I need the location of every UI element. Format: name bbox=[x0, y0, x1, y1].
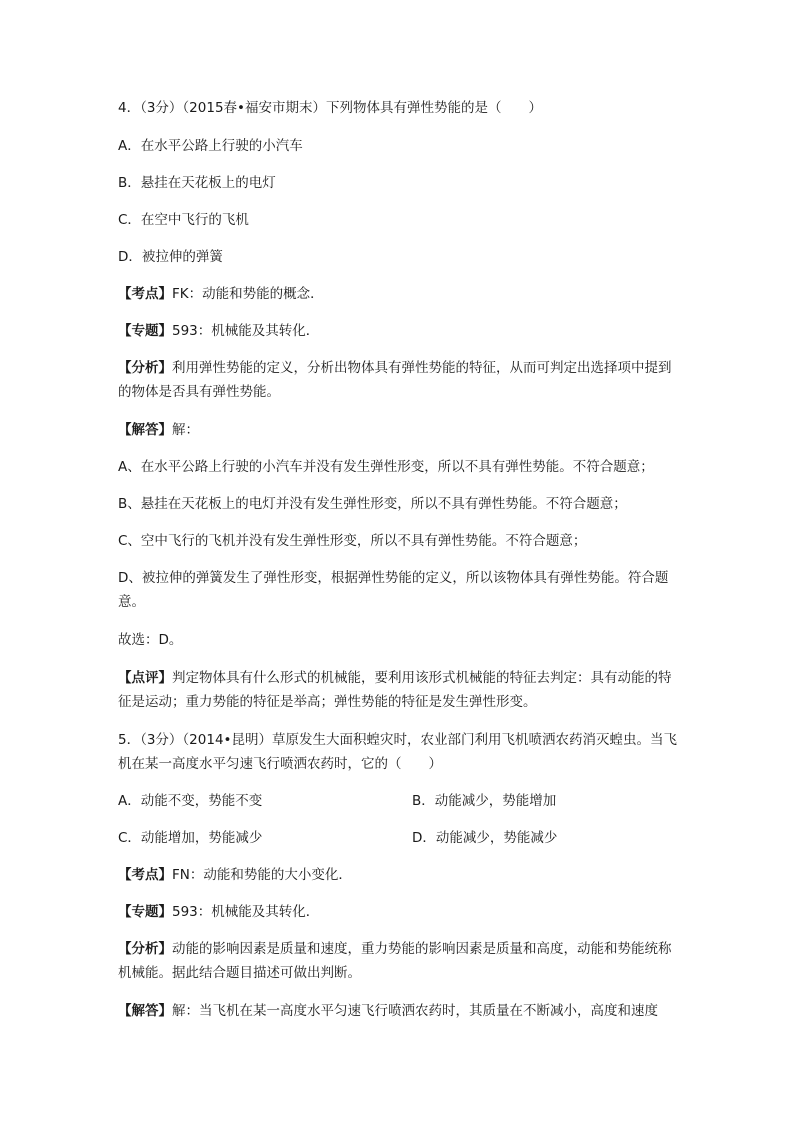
q4-option-a: A．在水平公路上行驶的小汽车 bbox=[118, 138, 303, 154]
q5-option-c: C．动能增加，势能减少 bbox=[118, 830, 263, 846]
zhuanti-label: 【专题】 bbox=[118, 904, 172, 920]
zhuanti-text: 593：机械能及其转化． bbox=[172, 323, 320, 339]
q4-answer-c: C、空中飞行的飞机并没有发生弹性形变，所以不具有弹性势能。不符合题意； bbox=[118, 533, 587, 549]
jieda-text: 解：当飞机在某一高度水平匀速飞行喷洒农药时，其质量在不断减小，高度和速度 bbox=[172, 1003, 658, 1019]
dianping-text: 判定物体具有什么形式的机械能，要利用该形式机械能的特征去判定：具有动能的特征是运动；重力势能的特征是举高；弹性势能的特征是发生弹性形变。 bbox=[118, 670, 672, 710]
q4-option-b: B．悬挂在天花板上的电灯 bbox=[118, 175, 276, 191]
kaodian-label: 【考点】 bbox=[118, 286, 172, 302]
q4-answer-a: A、在水平公路上行驶的小汽车并没有发生弹性形变，所以不具有弹性势能。不符合题意； bbox=[118, 459, 654, 475]
fenxi-label: 【分析】 bbox=[118, 360, 172, 376]
fenxi-label: 【分析】 bbox=[118, 941, 172, 957]
jieda-label: 【解答】 bbox=[118, 1003, 172, 1019]
q5-kaodian bbox=[118, 865, 352, 885]
zhuanti-text: 593：机械能及其转化． bbox=[172, 904, 320, 920]
q5-option-d: D．动能减少，势能减少 bbox=[412, 830, 558, 846]
kaodian-text: FN：动能和势能的大小变化． bbox=[172, 867, 352, 883]
fenxi-text: 利用弹性势能的定义，分析出物体具有弹性势能的特征，从而可判定出选择项中提到的物体是否具有弹性势能。 bbox=[118, 360, 672, 400]
q5-option-b: B．动能减少，势能增加 bbox=[412, 793, 557, 809]
dianping-label: 【点评】 bbox=[118, 670, 172, 686]
q4-dianping bbox=[118, 666, 678, 714]
zhuanti-label: 【专题】 bbox=[118, 323, 172, 339]
question-4-stem: 4．（3分）（2015春•福安市期末）下列物体具有弹性势能的是（ ） bbox=[118, 100, 542, 116]
q5-zhuanti bbox=[118, 902, 319, 922]
jieda-label: 【解答】 bbox=[118, 422, 172, 438]
q4-kaodian bbox=[118, 284, 324, 304]
q4-option-d: D．被拉伸的弹簧 bbox=[118, 249, 223, 265]
q4-option-c: C．在空中飞行的飞机 bbox=[118, 212, 249, 228]
q5-jieda bbox=[118, 1001, 658, 1021]
q4-answer-d: D、被拉伸的弹簧发生了弹性形变，根据弹性势能的定义，所以该物体具有弹性势能。符合题意。 bbox=[118, 570, 669, 610]
q4-fenxi bbox=[118, 356, 678, 404]
q4-jieda bbox=[118, 420, 199, 440]
q4-zhuanti bbox=[118, 321, 319, 341]
q4-answer-b: B、悬挂在天花板上的电灯并没有发生弹性形变，所以不具有弹性势能。不符合题意； bbox=[118, 496, 627, 512]
q5-fenxi bbox=[118, 937, 678, 985]
fenxi-text: 动能的影响因素是质量和速度，重力势能的影响因素是质量和高度，动能和势能统称机械能。据此结合题目描述可做出判断。 bbox=[118, 941, 672, 981]
kaodian-label: 【考点】 bbox=[118, 867, 172, 883]
question-5-stem: 5．（3分）（2014•昆明）草原发生大面积蝗灾时，农业部门利用飞机喷洒农药消灭蝗虫。当飞机在某一高度水平匀速飞行喷洒农药时，它的（ ） bbox=[118, 732, 677, 772]
q4-guxuan: 故选：D。 bbox=[118, 632, 183, 648]
q5-option-a: A．动能不变，势能不变 bbox=[118, 793, 263, 809]
jieda-text: 解： bbox=[172, 422, 199, 438]
kaodian-text: FK：动能和势能的概念． bbox=[172, 286, 324, 302]
